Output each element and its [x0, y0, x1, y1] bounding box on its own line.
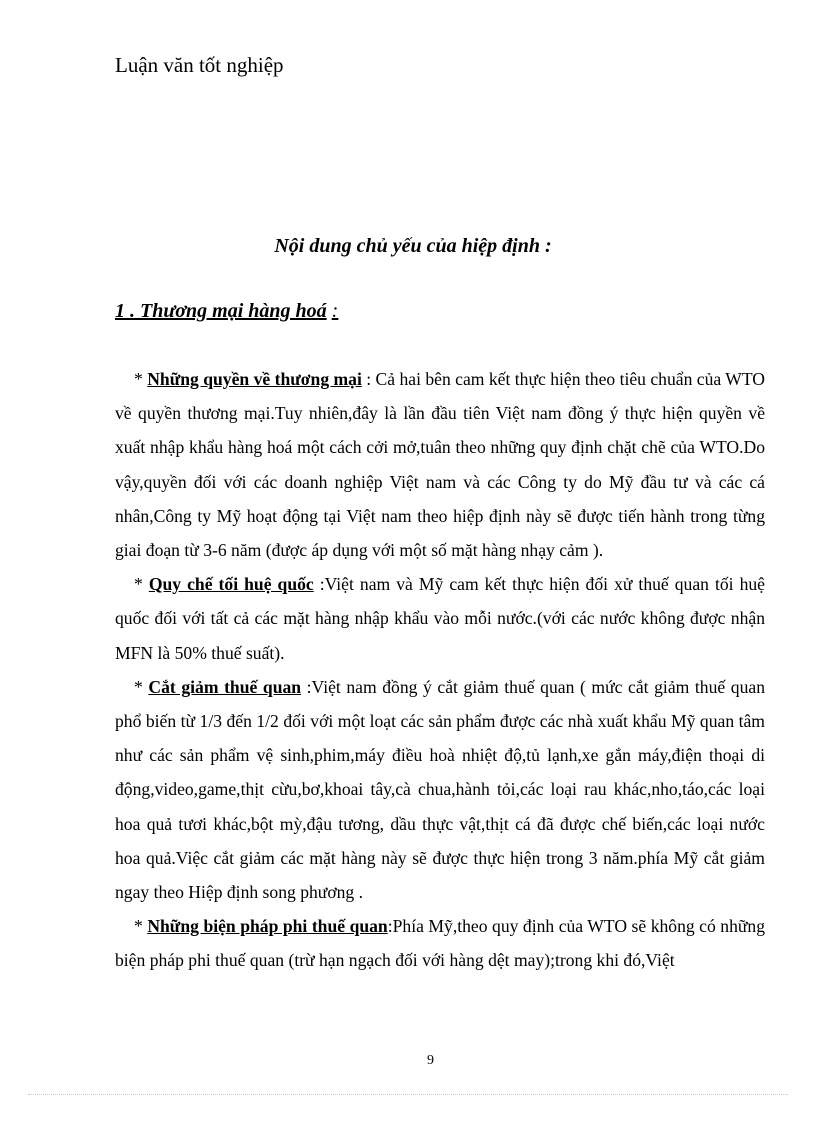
- section-title: 1 . Thương mại hàng hoá: [115, 300, 327, 322]
- bullet-marker: *: [134, 916, 148, 937]
- paragraph-mfn: [115, 567, 765, 670]
- paragraph-label: Những quyền về thương mại: [147, 369, 362, 389]
- paragraph-trade-rights: [115, 362, 765, 567]
- bullet-marker: *: [134, 676, 149, 697]
- page-number: 9: [427, 1053, 434, 1068]
- bullet-marker: *: [134, 369, 148, 389]
- document-title: Nội dung chủ yếu của hiệp định :: [274, 235, 552, 257]
- paragraph-text: :Việt nam và Mỹ cam kết thực hiện đối xử thuế quan tối huệ quốc đối với tất cả các mặt hàng nhập khẩu vào mỗi nước.(với các nước không được nhận MFN là 50% thuế suất).: [115, 574, 765, 663]
- paragraph-label: Cắt giảm thuế quan: [148, 676, 302, 697]
- bullet-marker: *: [134, 574, 149, 595]
- paragraph-non-tariff: [115, 909, 765, 977]
- paragraph-tariff-cuts: [115, 670, 765, 909]
- paragraph-text: :Việt nam đồng ý cắt giảm thuế quan ( mức cắt giảm thuế quan phổ biến từ 1/3 đến 1/2 đối với một loạt các sản phẩm được các nhà xuất khẩu Mỹ quan tâm như các sản phẩm vệ sinh,phim,máy điều hoà nhiệt độ,tủ lạnh,xe gắn máy,điện thoại di động,video,game,thịt cừu,bơ,khoai tây,cà chua,hành tỏi,các loại rau khác,nho,táo,các loại hoa quả tươi khác,bột mỳ,đậu tương, dầu thực vật,thịt cá đã được chế biến,các loại nước hoa quả.Việc cắt giảm các mặt hàng này sẽ được thực hiện trong 3 năm.phía Mỹ cắt giảm ngay theo Hiệp định song phương .: [115, 676, 765, 903]
- section-heading: [115, 298, 338, 324]
- paragraph-text: :Phía Mỹ,theo quy định của WTO sẽ không có những biện pháp phi thuế quan (trừ hạn ngạch đối với hàng dệt may);trong khi đó,Việt: [115, 916, 766, 971]
- page-bottom-divider: [28, 1094, 788, 1095]
- paragraph-label: Quy chế tối huệ quốc: [148, 574, 314, 595]
- paragraph-text: : Cả hai bên cam kết thực hiện theo tiêu chuẩn của WTO về quyền thương mại.Tuy nhiên,đây là lần đầu tiên Việt nam đồng ý thực hiện quyền về xuất nhập khẩu hàng hoá một cách cởi mở,tuân theo những quy định chặt chẽ của WTO.Do vậy,quyền đối với các doanh nghiệp Việt nam và các Công ty do Mỹ đầu tư và các cá nhân,Công ty Mỹ hoạt động tại Việt nam theo hiệp định này sẽ được tiến hành trong từng giai đoạn từ 3-6 năm (được áp dụng với một số mặt hàng nhạy cảm ).: [115, 369, 766, 561]
- section-colon: :: [331, 300, 339, 322]
- page-header: Luận văn tốt nghiệp: [115, 53, 284, 77]
- paragraph-label: Những biện pháp phi thuế quan: [147, 916, 388, 937]
- document-body: [115, 362, 765, 978]
